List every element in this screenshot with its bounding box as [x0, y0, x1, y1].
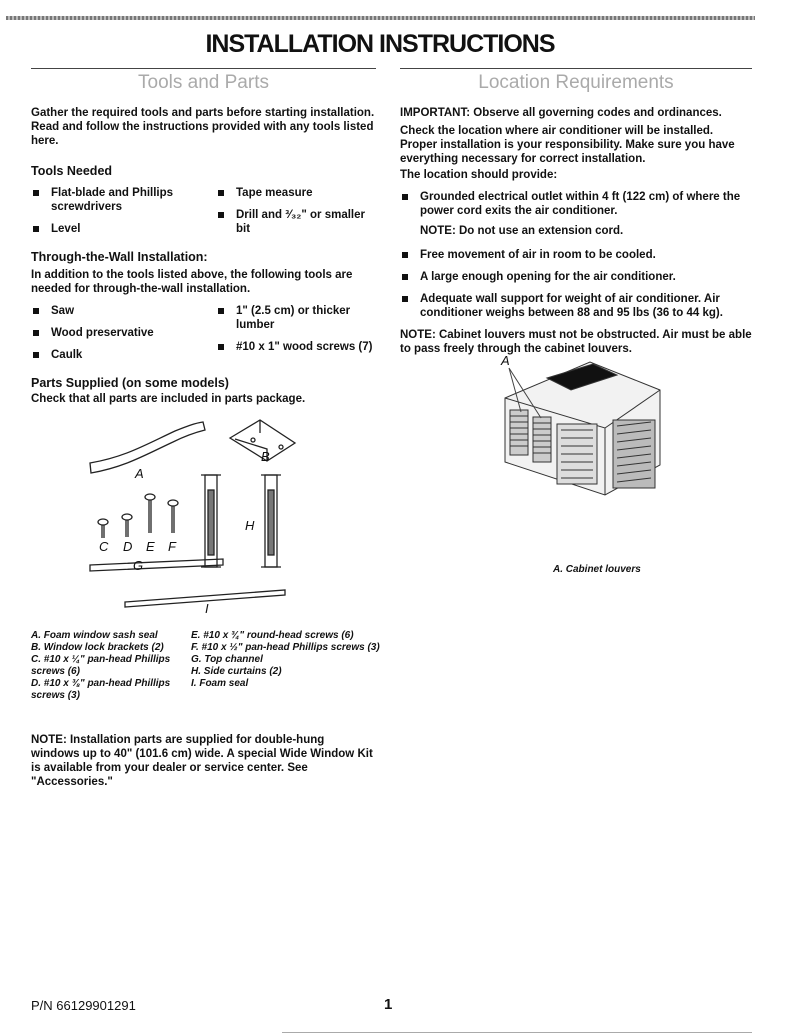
page-number: 1: [384, 996, 393, 1013]
note2-label: NOTE:: [400, 329, 436, 341]
cabinet-louvers-caption: A. Cabinet louvers: [553, 564, 641, 575]
air-conditioner-illustration: [495, 350, 665, 515]
parts-illustration: [85, 405, 385, 615]
parts-legend: [31, 630, 391, 702]
list-item: Adequate wall support for weight of air conditioner. Air conditioner weighs between 88 and 95 lbs (36 to 44 kg).: [400, 292, 752, 320]
legend-item: A. Foam window sash seal: [31, 630, 158, 641]
right-rule: [400, 68, 752, 69]
list-item: A large enough opening for the air conditioner.: [400, 270, 752, 284]
important-label: IMPORTANT:: [400, 107, 471, 119]
legend-item: C. #10 x ¼" pan-head Phillips screws (6): [31, 654, 171, 677]
location-list-rest: [400, 248, 752, 320]
legend-item: F. #10 x ½" pan-head Phillips screws (3): [191, 642, 380, 653]
screw-f: [168, 500, 178, 533]
list-item: #10 x 1" wood screws (7): [216, 340, 376, 354]
foam-sash-seal: [90, 422, 205, 473]
list-item: Flat-blade and Phillips screwdrivers: [31, 186, 216, 214]
extension-cord-note: NOTE: Do not use an extension cord.: [420, 225, 624, 237]
list-item: Tape measure: [216, 186, 376, 200]
label-a: A: [501, 353, 510, 368]
tools-and-parts-column: [31, 74, 376, 406]
label-d: D: [123, 539, 133, 554]
screw-e: [145, 494, 155, 533]
label-f: F: [168, 539, 176, 554]
screw-c: [98, 519, 108, 538]
label-a: A: [135, 466, 144, 481]
through-wall-list: [31, 304, 376, 370]
tools-needed-heading: Tools Needed: [31, 164, 113, 178]
label-g: G: [133, 558, 144, 573]
part-number: P/N 66129901291: [31, 998, 136, 1013]
left-rule: [31, 68, 376, 69]
legend-item: I. Foam seal: [191, 678, 249, 689]
legend-item: G. Top channel: [191, 654, 263, 665]
important-text: Observe all governing codes and ordinances.: [470, 107, 722, 119]
list-item: Caulk: [31, 348, 216, 362]
top-channel: [90, 559, 223, 571]
location-requirements-title: Location Requirements: [478, 72, 674, 93]
tools-list: [31, 186, 376, 244]
location-requirements-column: [400, 74, 752, 356]
label-c: C: [99, 539, 109, 554]
tools-and-parts-title: Tools and Parts: [138, 72, 269, 93]
location-list: [400, 190, 752, 218]
legend-item: D. #10 x ⅜" pan-head Phillips screws (3): [31, 678, 171, 701]
installation-note: [31, 733, 376, 789]
legend-item: H. Side curtains (2): [191, 666, 282, 677]
provide-text: The location should provide:: [400, 169, 558, 181]
legend-item: B. Window lock brackets (2): [31, 642, 164, 653]
list-item: Wood preservative: [31, 326, 216, 340]
list-item: Saw: [31, 304, 216, 318]
through-wall-heading: Through-the-Wall Installation:: [31, 250, 208, 264]
screw-d: [122, 514, 132, 537]
label-b: B: [261, 449, 270, 464]
list-item: Level: [31, 222, 216, 236]
list-item: 1" (2.5 cm) or thicker lumber: [216, 304, 376, 332]
label-e: E: [146, 539, 155, 554]
top-divider: [6, 16, 755, 20]
parts-supplied-heading: Parts Supplied (on some models): [31, 376, 229, 390]
check-location-text: Check the location where air conditioner will be installed. Proper installation is your responsibility. Make sure you have everything necessary for correct installation.: [400, 125, 735, 165]
list-item: Drill and ³⁄₃₂" or smaller bit: [216, 208, 376, 236]
label-h: H: [245, 518, 255, 533]
intro-text: Gather the required tools and parts before starting installation. Read and follow the instructions provided with any tools listed here.: [31, 107, 375, 147]
list-item: Grounded electrical outlet within 4 ft (122 cm) of where the power cord exits the air conditioner.: [400, 190, 752, 218]
page-title: INSTALLATION INSTRUCTIONS: [205, 30, 555, 58]
note-label: NOTE:: [31, 734, 67, 746]
through-wall-intro: In addition to the tools listed above, the following tools are needed for through-the-wall installation.: [31, 269, 353, 295]
parts-intro: Check that all parts are included in parts package.: [31, 393, 306, 405]
legend-item: E. #10 x ¾" round-head screws (6): [191, 630, 354, 641]
label-i: I: [205, 601, 209, 615]
note2-text: Cabinet louvers must not be obstructed. Air must be able to pass freely through the cabinet louvers.: [400, 329, 752, 355]
bottom-divider: [282, 1032, 752, 1033]
note-text: Installation parts are supplied for double-hung windows up to 40" (101.6 cm) wide. A special Wide Window Kit is available from your dealer or service center. See "Accessories.": [31, 734, 373, 788]
list-item: Free movement of air in room to be cooled.: [400, 248, 752, 262]
